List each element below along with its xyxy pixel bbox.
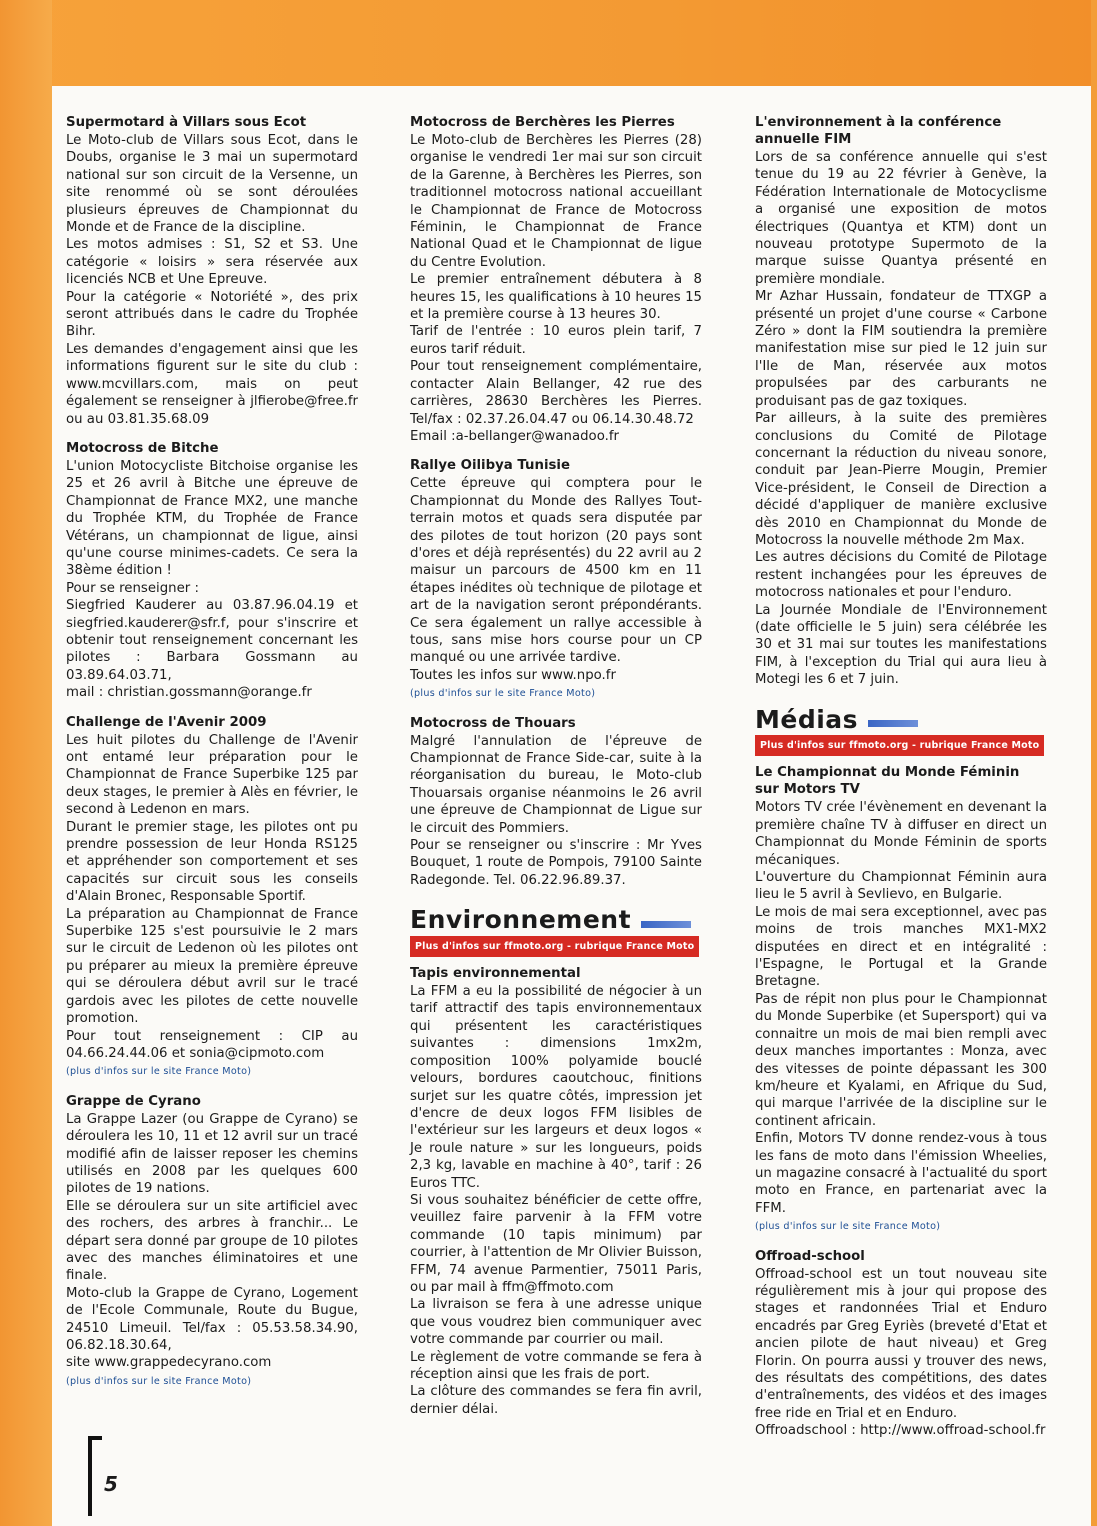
column-1 xyxy=(66,114,358,1402)
article-paragraph: La préparation au Championnat de France Superbike 125 s'est poursuivie le 2 mars sur le circuit de Ledenon où les pilotes ont pu préparer au mieux la première épreuve qui se déroulera début avril sur le tracé gardois avec les pilotes de cette nouvelle promotion. xyxy=(66,906,358,1027)
article-paragraph: Siegfried Kauderer au 03.87.96.04.19 et siegfried.kauderer@sfr.f, pour s'inscrire et obtenir tout renseignement concernant les pilotes : Barbara Gossmann au 03.89.64.03.71, xyxy=(66,598,358,683)
left-orange-band xyxy=(0,0,52,1526)
more-info-link[interactable]: (plus d'infos sur le site France Moto) xyxy=(755,1221,941,1233)
folio-mark xyxy=(88,1436,102,1516)
article-paragraph: L'union Motocycliste Bitchoise organise les 25 et 26 avril à Bitche une épreuve de Championnat de France MX2, une manche du Trophée KTM, du Trophée de France Vétérans, un championnat de ligue, ainsi qu'une course minimes-cadets. Ce sera la 38ème édition ! xyxy=(66,458,358,579)
article-paragraph: Motors TV crée l'évènement en devenant la première chaîne TV à diffuser en direct un Championnat du Monde Féminin de sports mécaniques. xyxy=(755,800,1047,868)
more-info-link[interactable]: (plus d'infos sur le site France Moto) xyxy=(410,688,596,700)
section-header xyxy=(410,907,702,957)
article-paragraph: Moto-club la Grappe de Cyrano, Logement de l'Ecole Communale, Route du Bugue, 24510 Limeuil. Tel/fax : 05.53.58.34.90, 06.82.18.30.64, xyxy=(66,1285,358,1353)
top-orange-band xyxy=(0,0,1097,86)
article-paragraph: Pas de répit non plus pour le Championnat du Monde Superbike (et Supersport) qui va connaitre un mois de mai bien rempli avec deux manches importantes : Monza, avec des vitesses de pointe dépassant les 300 km/heure et Kyalami, en Afrique du Sud, qui marque l'arrivée de la discipline sur le continent africain. xyxy=(755,991,1047,1129)
section-bar xyxy=(868,720,918,727)
more-info-link[interactable]: (plus d'infos sur le site France Moto) xyxy=(66,1375,252,1387)
article-title: Offroad-school xyxy=(755,1248,865,1264)
article-title: Tapis environnemental xyxy=(410,966,581,982)
article-paragraph: Offroad-school est un tout nouveau site régulièrement mis à jour qui propose des stages et randonnées Trial et Enduro encadrés par Greg Eyriès (breveté d'Etat et ancien pilote de haut niveau) et Greg Florin. On pourra aussi y trouver des news, des résultats des compétitions, des dates d'entraînements, des vidéos et des images free ride en Trial et en Enduro. xyxy=(755,1266,1047,1421)
article-title: Supermotard à Villars sous Ecot xyxy=(66,115,307,130)
article-paragraph: Durant le premier stage, les pilotes ont pu prendre possession de leur Honda RS125 et appréhender son comportement et ses capacités sur circuit sous les conseils d'Alain Bronec, Responsable Sportif. xyxy=(66,819,358,905)
article-paragraph: Le règlement de votre commande se fera à réception ainsi que les frais de port. xyxy=(410,1349,702,1382)
article-paragraph: La livraison se fera à une adresse unique que vous voudrez bien communiquer avec votre commande par courrier ou mail. xyxy=(410,1297,702,1348)
section-bar xyxy=(641,921,691,928)
article-paragraph: Toutes les infos sur www.npo.fr xyxy=(410,667,616,683)
article-title: Motocross de Bitche xyxy=(66,440,219,456)
article-paragraph: Pour tout renseignement complémentaire, contacter Alain Bellanger, 42 rue des carrières, 28630 Berchères les Pierres. Tel/fax : 02.37.26.04.47 ou 06.14.30.48.72 xyxy=(410,359,702,427)
article-paragraph: Les motos admises : S1, S2 et S3. Une catégorie « loisirs » sera réservée aux licenciés NCB et Une Epreuve. xyxy=(66,237,358,288)
section-link-tag[interactable]: Plus d'infos sur ffmoto.org - rubrique France Moto xyxy=(755,735,1044,756)
article-paragraph: La FFM a eu la possibilité de négocier à un tarif attractif des tapis environnementaux qui présentent les caractéristiques suivantes : dimensions 1mx2m, composition 100% polyamide bouclé velours, bordures caoutchouc, finitions surjet sur les quatre côtés, impression jet d'encre de deux logos FFM lisibles de l'extérieur sur les largeurs et deux logos « Je roule nature » sur les longueurs, poids 2,3 kg, lavable en machine à 40°, tarif : 26 Euros TTC. xyxy=(410,984,702,1191)
article-paragraph: Mr Azhar Hussain, fondateur de TTXGP a présenté un projet d'une course « Carbone Zéro » dont la FIM soutiendra la première manifestation mise sur pied le 12 juin sur l'Ile de Man, réservée aux motos propulsées par des carburants ne produisant pas de gaz toxiques. xyxy=(755,289,1047,409)
article-title: L'environnement à la conférence annuelle FIM xyxy=(755,115,1002,147)
article xyxy=(410,457,702,702)
column-3 xyxy=(755,114,1047,1452)
article-title: Motocross de Thouars xyxy=(410,715,576,731)
article-paragraph: Pour la catégorie « Notoriété », des prix seront attribués dans le cadre du Trophée Bihr. xyxy=(66,289,358,340)
article-paragraph: site www.grappedecyrano.com xyxy=(66,1355,272,1371)
article-paragraph: Par ailleurs, à la suite des premières conclusions du Comité de Pilotage concernant la réduction du niveau sonore, conduit par Jean-Pierre Mougin, Premier Vice-président, le Conseil de Direction a décidé d'appliquer de manière exclusive dès 2010 en Championnat du Monde de Motocross la nouvelle méthode 2m Max. xyxy=(755,411,1047,548)
article-paragraph: mail : christian.gossmann@orange.fr xyxy=(66,685,312,701)
article-title: Motocross de Berchères les Pierres xyxy=(410,115,675,130)
right-orange-band xyxy=(1091,0,1097,1526)
article-paragraph: Email :a-bellanger@wanadoo.fr xyxy=(410,428,619,444)
article-paragraph: Lors de sa conférence annuelle qui s'est tenue du 19 au 22 février à Genève, la Fédération Internationale de Motocyclisme a organisé une exposition de motos électriques (Quantya et KTM) dont un nouveau prototype Supermoto de la marque suisse Quantya présenté en première mondiale. xyxy=(755,150,1047,287)
article-paragraph: Le mois de mai sera exceptionnel, avec pas moins de trois manches MX1-MX2 disputées en direct et en intégralité : l'Espagne, le Portugal et la Grande Bretagne. xyxy=(755,904,1047,990)
article-title: Challenge de l'Avenir 2009 xyxy=(66,714,267,730)
article-title: Le Championnat du Monde Féminin sur Motors TV xyxy=(755,765,1020,798)
article-paragraph: Cette épreuve qui comptera pour le Championnat du Monde des Rallyes Tout-terrain motos et quads sera disputée par des pilotes de tout horizon (20 pays sont d'ores et déjà représentés) du 22 avril au 2 maisur un parcours de 4500 km en 11 étapes inédites où technique de pilotage et art de la navigation seront prépondérants. Ce sera également un rallye accessible à tous, sans mise hors course pour un CP manqué ou une arrivée tardive. xyxy=(410,476,702,666)
article xyxy=(755,114,1047,689)
article-paragraph: Le Moto-club de Villars sous Ecot, dans le Doubs, organise le 3 mai un supermotard national sur son circuit de la Versenne, un site renommé où se sont déroulées plusieurs épreuves de Championnat du Monde et de France de la discipline. xyxy=(66,133,358,236)
article-paragraph: La clôture des commandes se fera fin avril, dernier délai. xyxy=(410,1384,702,1417)
section-header xyxy=(755,704,1047,757)
article-paragraph: Si vous souhaitez bénéficier de cette offre, veuillez faire parvenir à la FFM votre commande (10 tapis minimum) par courrier, à l'attention de Mr Olivier Buisson, FFM, 74 avenue Parmentier, 75011 Paris, ou par mail à ffm@ffmoto.com xyxy=(410,1192,702,1295)
article-paragraph: Enfin, Motors TV donne rendez-vous à tous les fans de moto dans l'émission Wheelies, un magazine consacré à l'actualité du sport moto en France, en partenariat avec la FFM. xyxy=(755,1131,1047,1216)
article xyxy=(410,715,702,890)
article-paragraph: Le Moto-club de Berchères les Pierres (28) organise le vendredi 1er mai sur son circuit de la Garenne, à Berchères les Pierres, son traditionnel motocross national accueillant le Championnat de France de Motocross Féminin, le Championnat de France National Quad et le Championnat de ligue du Centre Evolution. xyxy=(410,133,702,270)
article xyxy=(755,764,1047,1235)
article xyxy=(66,114,358,428)
section-title: Environnement xyxy=(410,905,632,935)
article-title: Rallye Oilibya Tunisie xyxy=(410,458,570,474)
section-title: Médias xyxy=(755,704,859,734)
folio-tick xyxy=(88,1436,102,1440)
article xyxy=(66,1093,358,1391)
article-paragraph: Elle se déroulera sur un site artificiel avec des rochers, des arbres à franchir... Le départ sera donné par groupe de 10 pilotes avec des manches éliminatoires et une finale. xyxy=(66,1198,358,1284)
article-paragraph: Tarif de l'entrée : 10 euros plein tarif, 7 euros tarif réduit. xyxy=(410,324,702,357)
article-paragraph: Les autres décisions du Comité de Pilotage restent inchangées pour les épreuves de motocross nationales et pour l'enduro. xyxy=(755,550,1047,601)
article-paragraph: L'ouverture du Championnat Féminin aura lieu le 5 avril à Sevlievo, en Bulgarie. xyxy=(755,870,1047,903)
article-paragraph: Malgré l'annulation de l'épreuve de Championnat de France Side-car, suite à la réorganisation du bureau, le Moto-club Thouarsais organise néanmoins le 26 avril une épreuve de Championnat de Ligue sur le circuit des Pommiers. xyxy=(410,733,702,836)
article xyxy=(66,714,358,1081)
section-link-tag[interactable]: Plus d'infos sur ffmoto.org - rubrique France Moto xyxy=(410,936,699,957)
article-paragraph: Pour se renseigner ou s'inscrire : Mr Yves Bouquet, 1 route de Pompois, 79100 Sainte Radegonde. Tel. 06.22.96.89.37. xyxy=(410,838,702,888)
article-paragraph: La Journée Mondiale de l'Environnement (date officielle le 5 juin) sera célébrée les 30 et 31 mai sur toutes les manifestations FIM, à l'exception du Trial qui aura lieu à Motegi les 6 et 7 juin. xyxy=(755,602,1047,688)
article xyxy=(410,114,702,445)
article-paragraph: Les huit pilotes du Challenge de l'Avenir ont entamé leur préparation pour le Championnat de France Superbike 125 par deux stages, le premier à Alès en février, le second à Ledenon en mars. xyxy=(66,732,358,818)
article-paragraph: Pour se renseigner : xyxy=(66,580,199,596)
article xyxy=(755,1248,1047,1440)
article-paragraph: Offroadschool : http://www.offroad-school.fr xyxy=(755,1423,1046,1439)
article xyxy=(410,965,702,1418)
article-paragraph: Pour tout renseignement : CIP au 04.66.24.44.06 et sonia@cipmoto.com xyxy=(66,1028,358,1061)
page-number: 5 xyxy=(104,1472,118,1496)
column-2 xyxy=(410,114,702,1430)
article xyxy=(66,440,358,702)
folio-bar xyxy=(88,1436,92,1516)
article-title: Grappe de Cyrano xyxy=(66,1093,201,1109)
article-paragraph: Les demandes d'engagement ainsi que les informations figurent sur le site du club : www.mcvillars.com, mais on peut également se renseigner à jlfierobe@free.fr ou au 03.81.35.68.09 xyxy=(66,341,358,427)
more-info-link[interactable]: (plus d'infos sur le site France Moto) xyxy=(66,1066,252,1078)
article-paragraph: Le premier entraînement débutera à 8 heures 15, les qualifications à 10 heures 15 et la première course à 13 heures 30. xyxy=(410,272,702,323)
article-paragraph: La Grappe Lazer (ou Grappe de Cyrano) se déroulera les 10, 11 et 12 avril sur un tracé modifié afin de laisser reposer les chemins utilisés en 2008 par les quelques 600 pilotes de 19 nations. xyxy=(66,1111,358,1197)
